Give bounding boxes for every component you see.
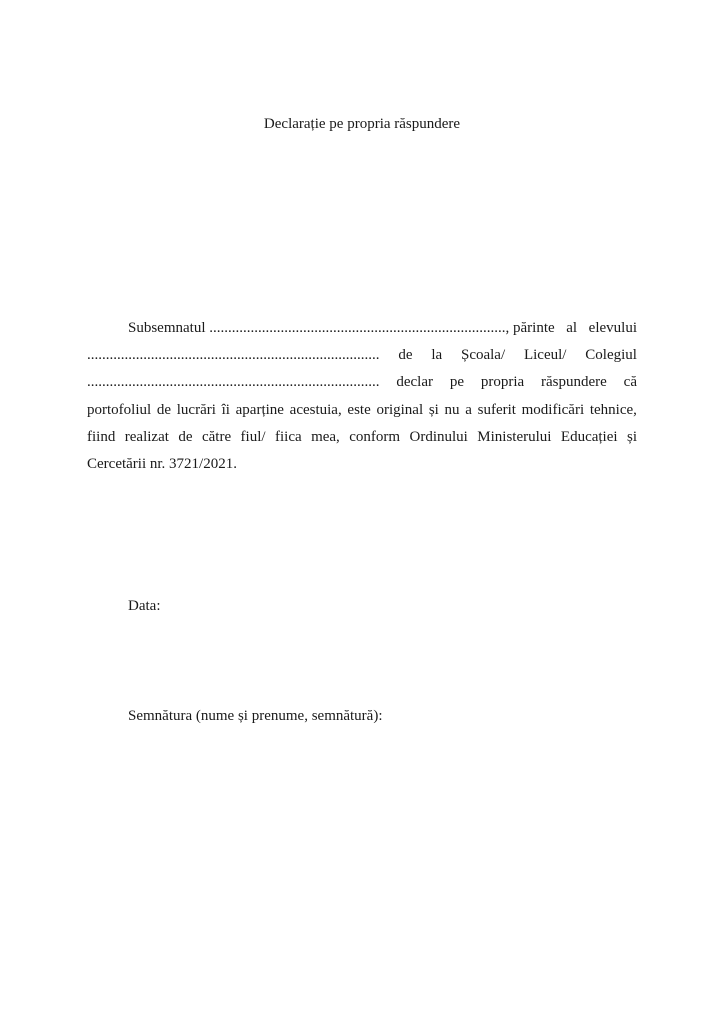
declaration-word: îi	[221, 401, 230, 418]
declaration-word: de	[178, 428, 193, 445]
declaration-body	[87, 315, 637, 478]
declaration-line-2	[87, 342, 637, 369]
declaration-word: Ministerului	[477, 428, 552, 445]
declaration-word: suferit	[477, 401, 516, 418]
declaration-word: lucrări	[176, 401, 216, 418]
declaration-word: de	[156, 401, 172, 418]
declaration-word: original	[376, 401, 424, 418]
document-title: Declarație pe propria răspundere	[263, 116, 461, 132]
declaration-word: este	[347, 401, 371, 418]
declaration-line-1	[87, 315, 637, 342]
declaration-word: al	[566, 320, 578, 336]
declaration-word: ..............................................................................	[87, 374, 380, 391]
declaration-word: Liceul/	[523, 347, 567, 364]
declaration-word: acestuia,	[289, 401, 342, 418]
declaration-word: că	[623, 374, 637, 391]
declaration-line-4	[87, 397, 637, 424]
declaration-word: realizat	[124, 428, 169, 445]
declaration-word: declar	[396, 374, 433, 391]
declaration-word: Colegiul	[585, 347, 637, 364]
declaration-line-6	[87, 451, 637, 478]
declaration-word: fiica	[274, 428, 302, 445]
declaration-word: mea,	[311, 428, 340, 445]
declaration-word: ..............................................................................	[87, 347, 380, 364]
declaration-word: propria	[480, 374, 525, 391]
declaration-word: Cercetării nr. 3721/2021.	[87, 456, 237, 473]
signature-label: Semnătura (nume și prenume, semnătură):	[128, 708, 383, 724]
declaration-word: Școala/	[460, 347, 506, 364]
declaration-word: către	[201, 428, 232, 445]
declaration-word: conform	[349, 428, 401, 445]
declaration-word: Subsemnatul ..............................................................................., părinte	[128, 320, 555, 336]
declaration-word: și	[626, 428, 637, 445]
declaration-word: tehnice,	[589, 401, 637, 418]
date-label: Data:	[128, 598, 161, 614]
declaration-word: nu	[444, 401, 460, 418]
declaration-word: de	[398, 347, 413, 364]
declaration-word: răspundere	[541, 374, 607, 391]
declaration-word: și	[428, 401, 439, 418]
declaration-word: fiul/	[240, 428, 266, 445]
declaration-word: a	[465, 401, 472, 418]
declaration-line-3	[87, 369, 637, 396]
declaration-word: la	[431, 347, 443, 364]
declaration-word: aparține	[235, 401, 284, 418]
declaration-word: elevului	[588, 320, 637, 336]
declaration-word: portofoliul	[87, 401, 152, 418]
declaration-word: modificări	[521, 401, 585, 418]
declaration-word: pe	[449, 374, 464, 391]
declaration-word: Ordinului	[409, 428, 468, 445]
declaration-line-5	[87, 424, 637, 451]
declaration-word: fiind	[87, 428, 116, 445]
declaration-word: Educației	[560, 428, 618, 445]
